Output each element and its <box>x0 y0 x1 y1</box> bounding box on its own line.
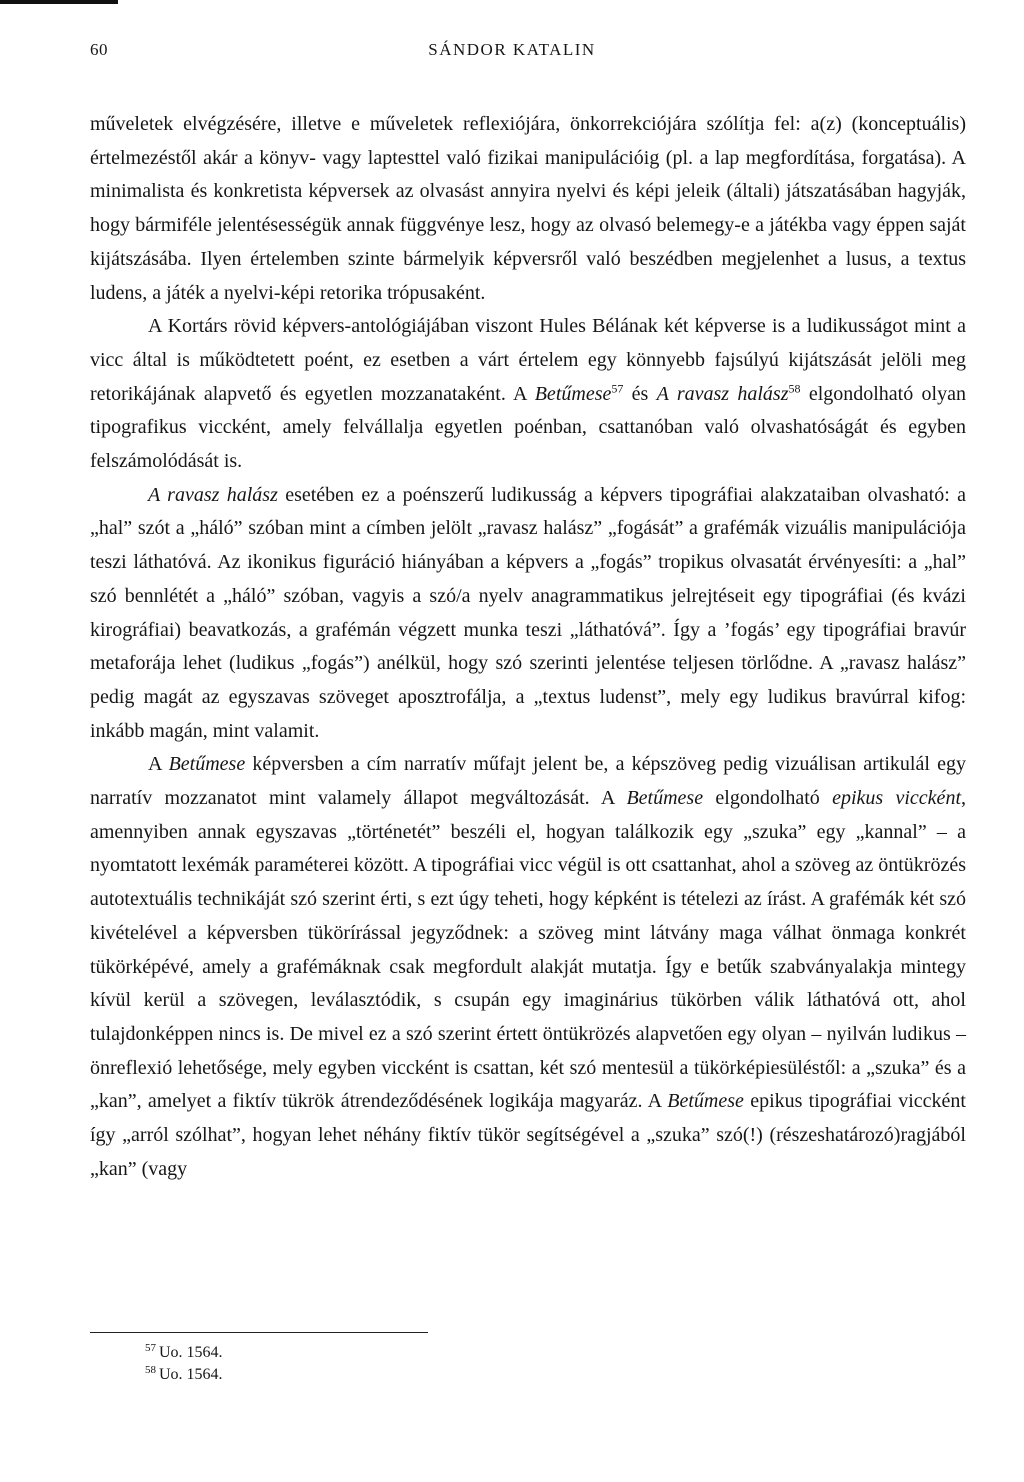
footnote <box>145 1364 223 1386</box>
footnote-ref: 58 <box>788 380 801 395</box>
paragraph <box>90 479 966 749</box>
text-run: műveletek elvégzésére, illetve e műveletek reflexiójára, önkorrekciójára szólítja fel: a(z) (konceptuális) értelmezéstől akár a könyv- vagy laptesttel való fizikai manipulációig (pl. a lap megfordítása, forgatása). A minimalista és konkretista képversek az olvasást annyira nyelvi és képi jeleik (általi) játszatásában hagyják, hogy bármiféle jelentésességük annak függvénye lesz, hogy az olvasó belemegy-e a játékba vagy éppen saját kijátszásába. Ilyen értelemben szinte bármelyik képversről való beszédben megjelenhet a lusus, a textus ludens, a játék a nyelvi-képi retorika trópusaként. <box>90 113 966 304</box>
page-number: 60 <box>90 40 108 59</box>
italic-title: Betűmese <box>534 382 612 405</box>
text-run: A Kortárs rövid képvers-antológiájában viszont Hules Bélának két képverse is a ludikusságot mint a vicc által is működtetett poént, ez esetben a várt értelem egy könnyebb fajsúlyú kijátszását jelöli meg retorikájának alapvető és egyetlen mozzanataként. A <box>90 315 966 405</box>
footnote-number: 57 <box>145 1341 156 1354</box>
text-run: elgondolható <box>703 787 833 810</box>
paragraph <box>90 310 966 479</box>
paragraph <box>90 748 966 1186</box>
footnote-text: Uo. 1564. <box>159 1344 223 1361</box>
footnote-number: 58 <box>145 1363 156 1376</box>
footnotes <box>145 1342 223 1386</box>
italic-title: epikus viccként <box>832 787 961 810</box>
footnote-ref: 57 <box>611 380 624 395</box>
footnote-text: Uo. 1564. <box>159 1366 223 1383</box>
running-head: SÁNDOR KATALIN <box>428 40 596 59</box>
top-edge-rule <box>0 0 118 4</box>
text-run: és <box>623 382 657 405</box>
footnote-rule <box>90 1332 428 1333</box>
text-run: esetében ez a poénszerű ludikusság a képvers tipográfiai alakzataiban olvasható: a „hal” szót a „háló” szóban mint a címben jelölt „ravasz halász” „fogását” a grafémák vizuális manipulációja teszi láthatóvá. Az ikonikus figuráció hiányában a képvers a „fogás” tropikus olvasatát érvényesíti: a „hal” szó bennlétét a „háló” szóban, vagyis a szó/a nyelv anagrammatikus jelrejtéseit egy tipográfiai (és kvázi kirográfiai) beavatkozás, a grafémán végzett munka teszi „láthatóvá”. Így a ’fogás’ egy tipográfiai bravúr metaforája lehet (ludikus „fogás”) anélkül, hogy szó szerinti jelentése teljesen törlődne. A „ravasz halász” pedig magát az egyszavas szöveget aposztrofálja, a „textus ludenst”, mely egy ludikus bravúrral kifog: inkább magán, mint valamit. <box>90 483 966 742</box>
text-run: elgondolható olyan tipografikus viccként, amely felvállalja egyetlen poénban, csattanóban való olvashatóságát és egyben felszámolódását is. <box>90 382 966 473</box>
italic-title: A ravasz halász <box>656 382 789 405</box>
text-run: A <box>148 753 169 776</box>
italic-title: Betűmese <box>667 1090 744 1113</box>
italic-title: Betűmese <box>626 787 704 810</box>
italic-title: A ravasz halász <box>148 483 278 506</box>
italic-title: Betűmese <box>168 753 246 776</box>
text-run: , amennyiben annak egyszavas „történetét” beszéli el, hogyan találkozik egy „szuka” egy „kannal” – a nyomtatott lexémák paraméterei között. A tipográfiai vicc végül is ott csattanhat, ahol a szöveg az öntükrözés autotextuális technikáját szó szerint érti, s ezt úgy teheti, hogy képként is tételezi az írást. A grafémák két szó kivételével a képversben tükörírással jegyződnek: a szöveg mint látvány maga válhat önmaga konkrét tükörképévé, amely a grafémáknak csak megfordult alakját mutatja. Így e betűk szabványalakja mintegy kívül kerül a szövegen, leválasztódik, s csupán egy imaginárius tükörben válik láthatóvá ott, ahol tulajdonképpen nincs is. De mivel ez a szó szerint értett öntükrözés alapvetően egy olyan – nyilván ludikus – önreflexió lehetősége, mely egyben viccként is csattan, két szó mentesül a tükörképiesüléstől: a „szuka” és a „kan”, amelyet a fiktív tükrök átrendeződésének logikája magyaráz. A <box>90 787 966 1113</box>
footnote <box>145 1342 223 1364</box>
paragraph <box>90 108 966 310</box>
page-header <box>0 40 1024 70</box>
text-run: képversben a cím narratív műfajt jelent be, a képszöveg pedig vizuálisan artikulál egy narratív mozzanatot mint valamely állapot megváltozását. A <box>90 753 966 810</box>
body-text <box>90 108 966 1187</box>
text-run: epikus tipográfiai viccként így „arról szólhat”, hogyan lehet néhány fiktív tükör segítségével a „szuka” szó(!) (részeshatározó)ragjából „kan” (vagy <box>90 1090 966 1180</box>
